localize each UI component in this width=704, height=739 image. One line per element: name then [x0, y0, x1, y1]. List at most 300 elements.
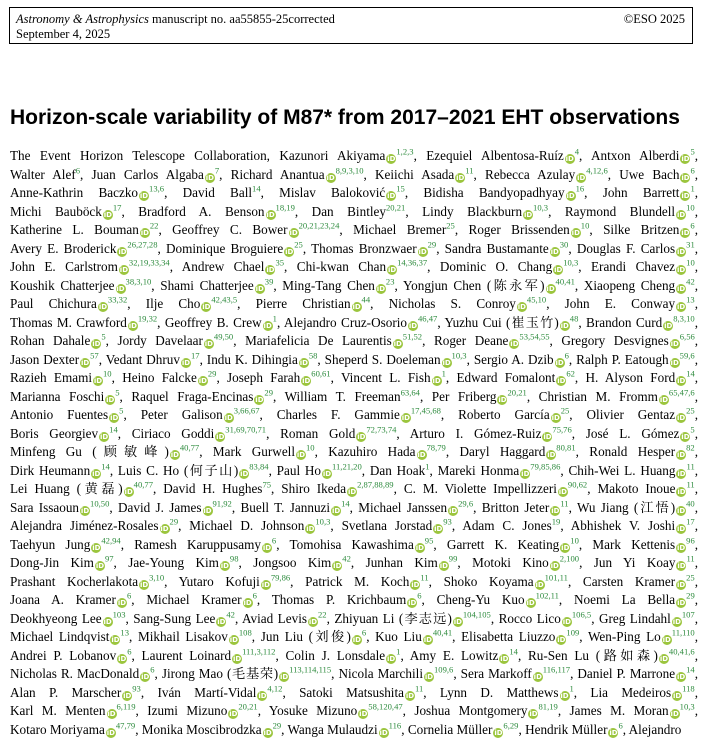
affiliation-numbers[interactable]: 46,47 [417, 313, 438, 324]
affiliation-numbers[interactable]: 116,117 [542, 664, 571, 675]
affiliation-numbers[interactable]: 4,12 [267, 683, 283, 694]
affiliation-numbers[interactable]: 79,85,86 [530, 461, 561, 472]
affiliation-numbers[interactable]: 1 [425, 461, 430, 472]
affiliation-numbers[interactable]: 18,19 [275, 202, 295, 213]
affiliation-numbers[interactable]: 10 [103, 368, 112, 379]
affiliation-numbers[interactable]: 58,120,47 [368, 701, 403, 712]
affiliation-numbers[interactable]: 10,3 [563, 257, 579, 268]
affiliation-numbers[interactable]: 49,50 [213, 331, 234, 342]
affiliation-numbers[interactable]: 38,3,10 [125, 276, 152, 287]
orcid-icon[interactable]: iD [202, 303, 211, 311]
orcid-icon[interactable]: iD [456, 173, 465, 182]
affiliation-numbers[interactable]: 60,61 [311, 368, 331, 379]
affiliation-numbers[interactable]: 17 [190, 350, 200, 361]
affiliation-numbers[interactable]: 11 [686, 479, 695, 490]
affiliation-numbers[interactable]: 6 [361, 627, 367, 638]
orcid-icon[interactable]: iD [387, 266, 397, 274]
affiliation-numbers[interactable]: 39 [264, 276, 274, 287]
affiliation-numbers[interactable]: 2,100 [559, 553, 580, 564]
affiliation-numbers[interactable]: 103 [112, 609, 126, 620]
orcid-icon[interactable]: iD [677, 303, 686, 311]
orcid-icon[interactable]: iD [439, 562, 448, 570]
affiliation-numbers[interactable]: 1,2,3 [396, 146, 414, 157]
orcid-icon[interactable]: iD [285, 247, 294, 256]
affiliation-numbers[interactable]: 10 [686, 257, 695, 268]
affiliation-numbers[interactable]: 98 [229, 553, 239, 564]
orcid-icon[interactable]: iD [95, 562, 105, 570]
affiliation-numbers[interactable]: 14,36,37 [397, 257, 428, 268]
orcid-icon[interactable]: iD [347, 488, 357, 496]
orcid-icon[interactable]: iD [681, 192, 690, 200]
orcid-icon[interactable]: iD [561, 543, 570, 552]
orcid-icon[interactable]: iD [263, 321, 272, 330]
orcid-icon[interactable]: iD [357, 432, 366, 441]
orcid-icon[interactable]: iD [220, 562, 229, 570]
affiliation-numbers[interactable]: 25 [686, 572, 695, 583]
affiliation-numbers[interactable]: 11,21,20 [332, 461, 362, 472]
affiliation-numbers[interactable]: 29 [272, 720, 282, 731]
orcid-icon[interactable]: iD [266, 210, 275, 219]
orcid-icon[interactable]: iD [204, 340, 213, 348]
affiliation-numbers[interactable]: 11 [420, 572, 429, 583]
affiliation-numbers[interactable]: 42,94 [101, 535, 121, 546]
affiliation-numbers[interactable]: 31 [686, 239, 695, 250]
orcid-icon[interactable]: iD [550, 562, 559, 570]
affiliation-numbers[interactable]: 33,32 [107, 294, 128, 305]
orcid-icon[interactable]: iD [107, 710, 116, 718]
affiliation-numbers[interactable]: 10 [306, 442, 315, 453]
affiliation-numbers[interactable]: 4,12,6 [586, 165, 608, 176]
affiliation-numbers[interactable]: 10,3 [451, 350, 467, 361]
orcid-icon[interactable]: iD [681, 173, 690, 182]
affiliation-numbers[interactable]: 35 [275, 257, 285, 268]
orcid-icon[interactable]: iD [203, 506, 212, 515]
affiliation-numbers[interactable]: 102,11 [535, 590, 559, 601]
orcid-icon[interactable]: iD [664, 321, 673, 330]
affiliation-numbers[interactable]: 22 [317, 609, 327, 620]
orcid-icon[interactable]: iD [379, 728, 388, 737]
affiliation-numbers[interactable]: 13 [120, 627, 130, 638]
orcid-icon[interactable]: iD [681, 432, 690, 441]
orcid-icon[interactable]: iD [405, 691, 415, 700]
orcid-icon[interactable]: iD [81, 358, 90, 367]
affiliation-numbers[interactable]: 11 [465, 165, 474, 176]
affiliation-numbers[interactable]: 25 [560, 405, 570, 416]
orcid-icon[interactable]: iD [280, 673, 289, 681]
affiliation-numbers[interactable]: 59,6 [679, 350, 695, 361]
orcid-icon[interactable]: iD [306, 525, 315, 533]
orcid-icon[interactable]: iD [554, 266, 563, 274]
affiliation-numbers[interactable]: 97 [104, 553, 114, 564]
orcid-icon[interactable]: iD [424, 673, 434, 681]
affiliation-numbers[interactable]: 42 [686, 276, 695, 287]
affiliation-numbers[interactable]: 75 [262, 479, 272, 490]
orcid-icon[interactable]: iD [98, 303, 108, 311]
affiliation-numbers[interactable]: 93 [132, 683, 141, 694]
affiliation-numbers[interactable]: 8,3,10 [673, 313, 695, 324]
affiliation-numbers[interactable]: 45,10 [526, 294, 547, 305]
affiliation-numbers[interactable]: 5 [101, 331, 106, 342]
orcid-icon[interactable]: iD [322, 469, 332, 478]
affiliation-numbers[interactable]: 51,52 [402, 331, 423, 342]
affiliation-numbers[interactable]: 101,11 [544, 572, 568, 583]
orcid-icon[interactable]: iD [255, 395, 264, 404]
affiliation-numbers[interactable]: 99 [448, 553, 458, 564]
affiliation-numbers[interactable]: 16 [575, 183, 585, 194]
affiliation-numbers[interactable]: 75,76 [552, 424, 572, 435]
affiliation-numbers[interactable]: 32,19,33,34 [128, 257, 170, 268]
affiliation-numbers[interactable]: 83,84 [249, 461, 269, 472]
affiliation-numbers[interactable]: 47,79 [115, 720, 136, 731]
affiliation-numbers[interactable]: 40,41 [432, 627, 453, 638]
affiliation-numbers[interactable]: 42 [226, 609, 235, 620]
orcid-icon[interactable]: iD [550, 247, 559, 256]
affiliation-numbers[interactable]: 14 [509, 646, 518, 657]
orcid-icon[interactable]: iD [289, 229, 298, 237]
orcid-icon[interactable]: iD [577, 173, 586, 182]
affiliation-numbers[interactable]: 62 [566, 368, 575, 379]
orcid-icon[interactable]: iD [677, 414, 686, 422]
affiliation-numbers[interactable]: 29 [427, 239, 437, 250]
affiliation-numbers[interactable]: 6 [271, 535, 277, 546]
affiliation-numbers[interactable]: 1 [690, 183, 695, 194]
affiliation-numbers[interactable]: 57 [90, 350, 99, 361]
affiliation-numbers[interactable]: 14 [686, 368, 695, 379]
affiliation-numbers[interactable]: 116 [388, 720, 402, 731]
affiliation-numbers[interactable]: 6 [690, 220, 695, 231]
orcid-icon[interactable]: iD [670, 358, 679, 367]
orcid-icon[interactable]: iD [521, 469, 530, 478]
orcid-icon[interactable]: iD [571, 229, 580, 237]
affiliation-numbers[interactable]: 53,54,55 [519, 331, 550, 342]
affiliation-numbers[interactable]: 109,6 [434, 664, 454, 675]
orcid-icon[interactable]: iD [106, 728, 115, 737]
orcid-icon[interactable]: iD [677, 506, 686, 515]
orcid-icon[interactable]: iD [387, 155, 396, 163]
orcid-icon[interactable]: iD [140, 229, 149, 237]
orcid-icon[interactable]: iD [676, 210, 686, 219]
orcid-icon[interactable]: iD [677, 599, 686, 607]
orcid-icon[interactable]: iD [255, 284, 264, 293]
affiliation-numbers[interactable]: 40,41 [555, 276, 575, 287]
affiliation-numbers[interactable]: 48 [569, 313, 579, 324]
orcid-icon[interactable]: iD [677, 247, 686, 256]
affiliation-numbers[interactable]: 118 [682, 683, 695, 694]
affiliation-numbers[interactable]: 6 [417, 590, 422, 601]
orcid-icon[interactable]: iD [240, 469, 249, 478]
affiliation-numbers[interactable]: 11 [686, 461, 695, 472]
orcid-icon[interactable]: iD [299, 358, 308, 367]
orcid-icon[interactable]: iD [547, 451, 556, 459]
orcid-icon[interactable]: iD [352, 636, 361, 644]
orcid-icon[interactable]: iD [560, 691, 569, 700]
affiliation-numbers[interactable]: 5 [115, 387, 120, 398]
orcid-icon[interactable]: iD [118, 654, 127, 663]
affiliation-numbers[interactable]: 82 [686, 442, 695, 453]
orcid-icon[interactable]: iD [229, 710, 238, 718]
orcid-icon[interactable]: iD [442, 358, 451, 367]
affiliation-numbers[interactable]: 81,19 [538, 701, 558, 712]
orcid-icon[interactable]: iD [110, 414, 119, 422]
affiliation-numbers[interactable]: 8,9,3,10 [335, 165, 364, 176]
orcid-icon[interactable]: iD [609, 728, 618, 737]
orcid-icon[interactable]: iD [387, 654, 396, 663]
affiliation-numbers[interactable]: 14 [109, 424, 118, 435]
affiliation-numbers[interactable]: 42 [342, 553, 351, 564]
orcid-icon[interactable]: iD [523, 210, 533, 219]
orcid-icon[interactable]: iD [681, 155, 690, 163]
orcid-icon[interactable]: iD [448, 506, 458, 515]
orcid-icon[interactable]: iD [434, 525, 443, 533]
affiliation-numbers[interactable]: 11,110 [671, 627, 695, 638]
affiliation-numbers[interactable]: 91,92 [212, 498, 232, 509]
orcid-icon[interactable]: iD [411, 580, 420, 589]
orcid-icon[interactable]: iD [417, 451, 426, 459]
affiliation-numbers[interactable]: 29 [264, 387, 273, 398]
orcid-icon[interactable]: iD [677, 525, 686, 533]
affiliation-numbers[interactable]: 6 [127, 646, 132, 657]
orcid-icon[interactable]: iD [263, 728, 272, 737]
affiliation-numbers[interactable]: 6,119 [116, 701, 136, 712]
affiliation-numbers[interactable]: 10 [686, 202, 695, 213]
affiliation-numbers[interactable]: 22 [149, 220, 159, 231]
affiliation-numbers[interactable]: 15 [396, 183, 405, 194]
orcid-icon[interactable]: iD [198, 377, 207, 385]
orcid-icon[interactable]: iD [677, 562, 686, 570]
affiliation-numbers[interactable]: 17 [112, 202, 122, 213]
orcid-icon[interactable]: iD [119, 266, 129, 274]
orcid-icon[interactable]: iD [258, 691, 267, 700]
orcid-icon[interactable]: iD [432, 377, 441, 385]
affiliation-numbers[interactable]: 80,81 [556, 442, 576, 453]
affiliation-numbers[interactable]: 3,66,67 [233, 405, 260, 416]
affiliation-numbers[interactable]: 111,3,112 [242, 646, 276, 657]
affiliation-numbers[interactable]: 79,86 [270, 572, 291, 583]
affiliation-numbers[interactable]: 10,3 [679, 701, 695, 712]
orcid-icon[interactable]: iD [170, 451, 179, 459]
affiliation-numbers[interactable]: 11 [415, 683, 424, 694]
orcid-icon[interactable]: iD [408, 321, 418, 330]
affiliation-numbers[interactable]: 72,73,74 [366, 424, 397, 435]
affiliation-numbers[interactable]: 25 [446, 220, 455, 231]
orcid-icon[interactable]: iD [677, 580, 686, 589]
orcid-icon[interactable]: iD [302, 377, 311, 385]
affiliation-numbers[interactable]: 6,56 [679, 331, 695, 342]
affiliation-numbers[interactable]: 78,79 [426, 442, 446, 453]
orcid-icon[interactable]: iD [498, 395, 507, 404]
affiliation-numbers[interactable]: 20,21 [507, 387, 527, 398]
orcid-icon[interactable]: iD [555, 358, 564, 367]
orcid-icon[interactable]: iD [229, 636, 238, 644]
orcid-icon[interactable]: iD [677, 284, 686, 293]
affiliation-numbers[interactable]: 29 [207, 368, 217, 379]
orcid-icon[interactable]: iD [224, 414, 233, 422]
affiliation-numbers[interactable]: 6 [252, 590, 257, 601]
orcid-icon[interactable]: iD [672, 617, 681, 626]
orcid-icon[interactable]: iD [562, 617, 571, 626]
affiliation-numbers[interactable]: 96 [686, 535, 695, 546]
orcid-icon[interactable]: iD [80, 506, 90, 515]
orcid-icon[interactable]: iD [393, 340, 402, 348]
orcid-icon[interactable]: iD [546, 284, 555, 293]
affiliation-numbers[interactable]: 20,21,23,24 [298, 220, 340, 231]
affiliation-numbers[interactable]: 10 [580, 220, 590, 231]
orcid-icon[interactable]: iD [93, 377, 103, 385]
affiliation-numbers[interactable]: 6,29 [503, 720, 519, 731]
orcid-icon[interactable]: iD [106, 395, 115, 404]
orcid-icon[interactable]: iD [533, 673, 542, 681]
affiliation-numbers[interactable]: 10 [570, 535, 579, 546]
orcid-icon[interactable]: iD [677, 451, 686, 459]
orcid-icon[interactable]: iD [535, 580, 544, 589]
affiliation-numbers[interactable]: 6 [618, 720, 623, 731]
affiliation-numbers[interactable]: 40 [686, 498, 695, 509]
affiliation-numbers[interactable]: 29 [686, 590, 695, 601]
orcid-icon[interactable]: iD [557, 636, 566, 644]
orcid-icon[interactable]: iD [423, 636, 432, 644]
orcid-icon[interactable]: iD [100, 432, 109, 441]
orcid-icon[interactable]: iD [670, 340, 679, 348]
orcid-icon[interactable]: iD [560, 321, 569, 330]
orcid-icon[interactable]: iD [673, 691, 682, 700]
orcid-icon[interactable]: iD [415, 543, 424, 552]
affiliation-numbers[interactable]: 25 [686, 405, 695, 416]
affiliation-numbers[interactable]: 26,27,28 [127, 239, 158, 250]
orcid-icon[interactable]: iD [670, 710, 679, 718]
orcid-icon[interactable]: iD [216, 432, 225, 441]
orcid-icon[interactable]: iD [266, 266, 275, 274]
affiliation-numbers[interactable]: 113,114,115 [289, 664, 332, 675]
orcid-icon[interactable]: iD [139, 192, 149, 200]
affiliation-numbers[interactable]: 11 [686, 553, 695, 564]
orcid-icon[interactable]: iD [558, 488, 567, 496]
affiliation-numbers[interactable]: 6 [126, 590, 132, 601]
orcid-icon[interactable]: iD [677, 377, 686, 385]
affiliation-numbers[interactable]: 11 [560, 498, 569, 509]
affiliation-numbers[interactable]: 14 [101, 461, 110, 472]
affiliation-numbers[interactable]: 4 [574, 146, 580, 157]
affiliation-numbers[interactable]: 106,5 [571, 609, 592, 620]
affiliation-numbers[interactable]: 93 [443, 516, 452, 527]
affiliation-numbers[interactable]: 7 [214, 165, 220, 176]
affiliation-numbers[interactable]: 17 [686, 516, 695, 527]
affiliation-numbers[interactable]: 1 [272, 313, 277, 324]
affiliation-numbers[interactable]: 6 [75, 165, 81, 176]
affiliation-numbers[interactable]: 6 [150, 664, 155, 675]
affiliation-numbers[interactable]: 31,69,70,71 [225, 424, 267, 435]
orcid-icon[interactable]: iD [111, 636, 120, 644]
orcid-icon[interactable]: iD [181, 358, 191, 367]
affiliation-numbers[interactable]: 40,77 [179, 442, 200, 453]
orcid-icon[interactable]: iD [551, 414, 560, 422]
affiliation-numbers[interactable]: 10,3 [533, 202, 549, 213]
orcid-icon[interactable]: iD [116, 284, 125, 293]
orcid-icon[interactable]: iD [160, 525, 169, 533]
affiliation-numbers[interactable]: 63,64 [400, 387, 420, 398]
affiliation-numbers[interactable]: 5 [119, 405, 124, 416]
orcid-icon[interactable]: iD [308, 617, 318, 626]
affiliation-numbers[interactable]: 3,10 [149, 572, 165, 583]
affiliation-numbers[interactable]: 30 [559, 239, 569, 250]
orcid-icon[interactable]: iD [677, 673, 686, 681]
affiliation-numbers[interactable]: 44 [361, 294, 371, 305]
orcid-icon[interactable]: iD [326, 173, 335, 182]
orcid-icon[interactable]: iD [262, 543, 272, 552]
orcid-icon[interactable]: iD [418, 247, 427, 256]
orcid-icon[interactable]: iD [232, 654, 242, 663]
affiliation-numbers[interactable]: 29,6 [458, 498, 474, 509]
orcid-icon[interactable]: iD [117, 599, 127, 607]
orcid-icon[interactable]: iD [529, 710, 538, 718]
orcid-icon[interactable]: iD [296, 451, 306, 459]
orcid-icon[interactable]: iD [659, 395, 669, 404]
affiliation-numbers[interactable]: 25 [294, 239, 303, 250]
affiliation-numbers[interactable]: 13,6 [149, 183, 165, 194]
orcid-icon[interactable]: iD [92, 469, 101, 478]
affiliation-numbers[interactable]: 6 [690, 165, 695, 176]
affiliation-numbers[interactable]: 40,77 [133, 479, 153, 490]
affiliation-numbers[interactable]: 109 [566, 627, 580, 638]
orcid-icon[interactable]: iD [510, 340, 519, 348]
affiliation-numbers[interactable]: 42,43,5 [211, 294, 238, 305]
orcid-icon[interactable]: iD [205, 173, 214, 182]
orcid-icon[interactable]: iD [681, 229, 690, 237]
orcid-icon[interactable]: iD [243, 599, 252, 607]
orcid-icon[interactable]: iD [376, 284, 386, 293]
affiliation-numbers[interactable]: 108 [238, 627, 252, 638]
affiliation-numbers[interactable]: 58 [308, 350, 318, 361]
orcid-icon[interactable]: iD [331, 506, 341, 515]
affiliation-numbers[interactable]: 14 [341, 498, 350, 509]
affiliation-numbers[interactable]: 19 [551, 516, 561, 527]
orcid-icon[interactable]: iD [557, 377, 566, 385]
affiliation-numbers[interactable]: 10,50 [90, 498, 110, 509]
affiliation-numbers[interactable]: 1 [569, 683, 574, 694]
orcid-icon[interactable]: iD [359, 710, 368, 718]
orcid-icon[interactable]: iD [551, 506, 560, 515]
affiliation-numbers[interactable]: 13 [686, 294, 695, 305]
affiliation-numbers[interactable]: 14 [252, 183, 261, 194]
orcid-icon[interactable]: iD [566, 192, 575, 200]
affiliation-numbers[interactable]: 104,105 [462, 609, 491, 620]
orcid-icon[interactable]: iD [124, 488, 133, 496]
orcid-icon[interactable]: iD [662, 636, 671, 644]
affiliation-numbers[interactable]: 23 [385, 276, 395, 287]
affiliation-numbers[interactable]: 90,62 [567, 479, 588, 490]
orcid-icon[interactable]: iD [92, 543, 101, 552]
orcid-icon[interactable]: iD [141, 673, 150, 681]
affiliation-numbers[interactable]: 95 [424, 535, 434, 546]
orcid-icon[interactable]: iD [494, 728, 503, 737]
affiliation-numbers[interactable]: 10,3 [315, 516, 331, 527]
affiliation-numbers[interactable]: 107 [681, 609, 695, 620]
orcid-icon[interactable]: iD [352, 303, 361, 311]
affiliation-numbers[interactable]: 20,21 [238, 701, 258, 712]
orcid-icon[interactable]: iD [139, 580, 149, 589]
orcid-icon[interactable]: iD [103, 617, 112, 626]
orcid-icon[interactable]: iD [401, 414, 410, 422]
orcid-icon[interactable]: iD [517, 303, 526, 311]
affiliation-numbers[interactable]: 17,45,68 [410, 405, 441, 416]
orcid-icon[interactable]: iD [128, 321, 137, 330]
affiliation-numbers[interactable]: 14 [686, 664, 695, 675]
orcid-icon[interactable]: iD [677, 543, 686, 552]
orcid-icon[interactable]: iD [543, 432, 552, 441]
orcid-icon[interactable]: iD [103, 210, 112, 219]
orcid-icon[interactable]: iD [92, 340, 101, 348]
orcid-icon[interactable]: iD [453, 617, 462, 626]
affiliation-numbers[interactable]: 2,87,88,89 [357, 479, 394, 490]
